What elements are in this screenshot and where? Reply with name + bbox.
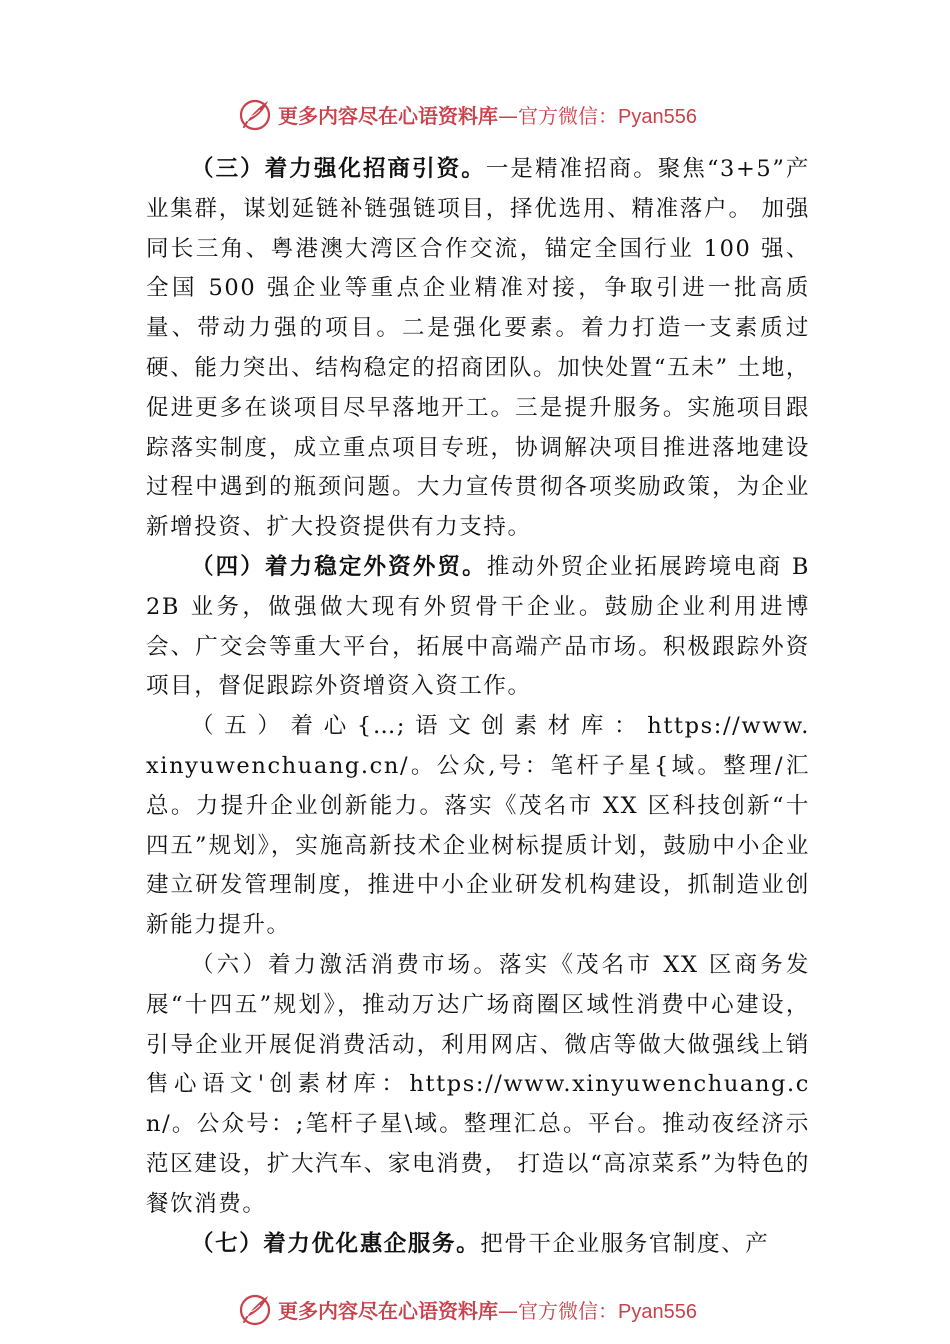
paragraph-text: 一是精准招商。聚焦“3+5”产业集群，谋划延链补链强链项目，择优选用、精准落户。 加强同长三角、粤港澳大湾区合作交流，锚定全国行业 100 强、全国 500 强企业等重点企业精准对接，争取引进一批高质量、带动力强的项目。二是强化要素。着力打造一支素质过硬、能力突出、结构稳定的招商团队。加快处置“五未” 土地，促进更多在谈项目尽早落地开工。三是提升服务。实施项目跟踪落实制度，成立重点项目专班，协调解决项目推进落地建设过程中遇到的瓶颈问题。大力宣传贯彻各项奖励政策，为企业新增投资、扩大投资提供有力支持。 [146,156,810,541]
paragraph-consumption [146,946,810,1225]
watermark-separator: —官方微信： [498,1298,618,1323]
paragraph-text: 把骨干企业服务官制度、产 [480,1230,770,1257]
watermark-wechat-id: Pyan556 [618,1300,697,1323]
paragraph-heading: （三）着力强化招商引资。 [191,156,486,182]
paragraph-text: （六）着力激活消费市场。落实《茂名市 XX 区商务发展“十四五”规划》，推动万达广场商圈区域性消费中心建设， 引导企业开展促消费活动，利用网店、微店等做大做强线上销售心语文'创素材库：https://www.xinyuwenchuang.cn/。公众号：;笔杆子星\域。整理汇总。平台。推动夜经济示范区建设，扩大汽车、家电消费， 打造以“高凉菜系”为特色的餐饮消费。 [146,951,810,1217]
quill-logo-icon [238,1291,274,1327]
paragraph-text: （ 五 ） 着 心 {…; 语 文 创 素 材 库 ： https://www.xinyuwenchuang.cn/。公众,号：笔杆子星{域。整理/汇总。力提升企业创新能力。落实《茂名市 XX 区科技创新“十四五”规划》，实施高新技术企业树标提质计划，鼓励中小企业建立研发管理制度，推进中小企业研发机构建设，抓制造业创新能力提升。 [146,713,810,939]
watermark-text [278,100,697,129]
paragraph-heading: （七）着力优化惠企服务。 [191,1230,481,1257]
document-body [146,150,810,1264]
paragraph-heading: （四）着力稳定外资外贸。 [191,553,487,580]
watermark-separator: —官方微信： [498,103,618,128]
paragraph-investment [146,150,810,548]
quill-logo-icon [238,96,274,132]
footer-watermark-banner [238,1289,758,1329]
watermark-brand: 更多内容尽在心语资料库 [278,1298,498,1323]
paragraph-text: 推动外贸企业拓展跨境电商 B2B 业务，做强做大现有外贸骨干企业。鼓励企业利用进博会、广交会等重大平台，拓展中高端产品市场。积极跟踪外资项目，督促跟踪外资增资入资工作。 [146,553,810,700]
watermark-wechat-id: Pyan556 [618,105,697,128]
watermark-text [278,1295,697,1324]
paragraph-innovation [146,707,810,946]
paragraph-foreign-trade [146,548,810,707]
watermark-brand: 更多内容尽在心语资料库 [278,103,498,128]
paragraph-enterprise-service [146,1225,810,1265]
header-watermark-banner [238,94,758,134]
